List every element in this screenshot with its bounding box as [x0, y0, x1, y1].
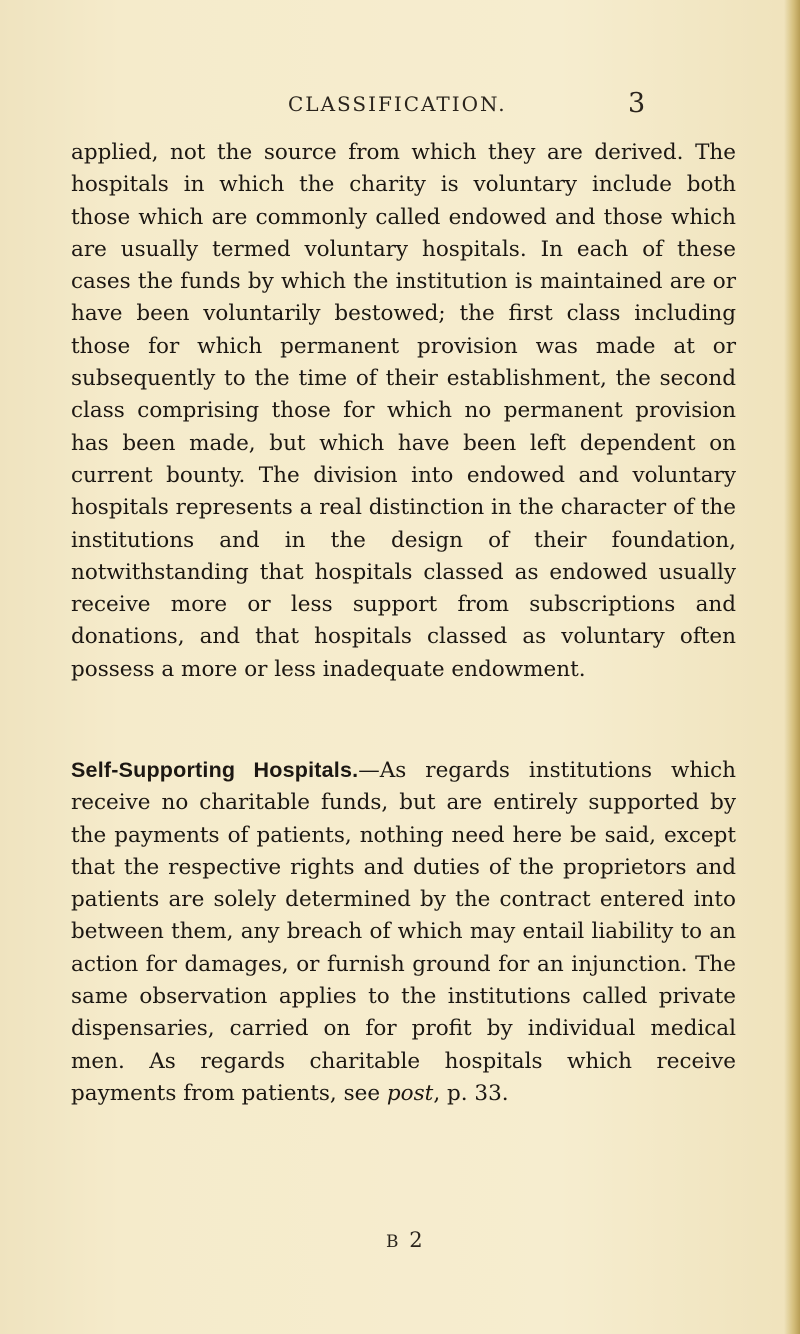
signature-number: 2 [409, 1228, 425, 1252]
cross-reference-page: , p. 33. [433, 1080, 509, 1106]
cross-reference-italic: post [386, 1080, 434, 1106]
page-edge-shadow [784, 0, 800, 1334]
paragraph-body: —As regards institutions which receive no charitable funds, but are entirely supported by the payments of patients, nothing need here be said, except that the respective rights and duties of the proprietors and patients are solely determined by the contract entered into between them, any breach of which may entail liability to an action for damages, or furnish ground for an injunction. The same observation applies to the institutions called private dispensaries, carried on for profit by individual medical men. As regards charitable hospitals which receive payments from patients, see [71, 758, 736, 1106]
page-number: 3 [628, 88, 646, 119]
printer-signature [386, 1228, 425, 1252]
paragraph-classification: applied, not the source from which they are derived. The hospitals in which the charity is voluntary include both those which are commonly called endowed and those which are usually termed voluntary hospitals. In each of these cases the funds by which the institution is maintained are or have been voluntarily bestowed; the first class including those for which permanent provision was made at or subsequently to the time of their establishment, the second class comprising those for which no permanent provision has been made, but which have been left dependent on current bounty. The division into endowed and voluntary hospitals represents a real distinction in the character of the institutions and in the design of their foundation, notwithstanding that hospitals classed as endowed usually receive more or less support from subscriptions and donations, and that hospitals classed as voluntary often possess a more or less inadequate endowment. [71, 140, 736, 682]
signature-letter: B [386, 1232, 401, 1252]
paragraph-self-supporting [71, 754, 736, 1110]
section-heading-self-supporting: Self-Supporting Hospitals. [71, 758, 359, 782]
running-head: CLASSIFICATION. [288, 92, 507, 116]
